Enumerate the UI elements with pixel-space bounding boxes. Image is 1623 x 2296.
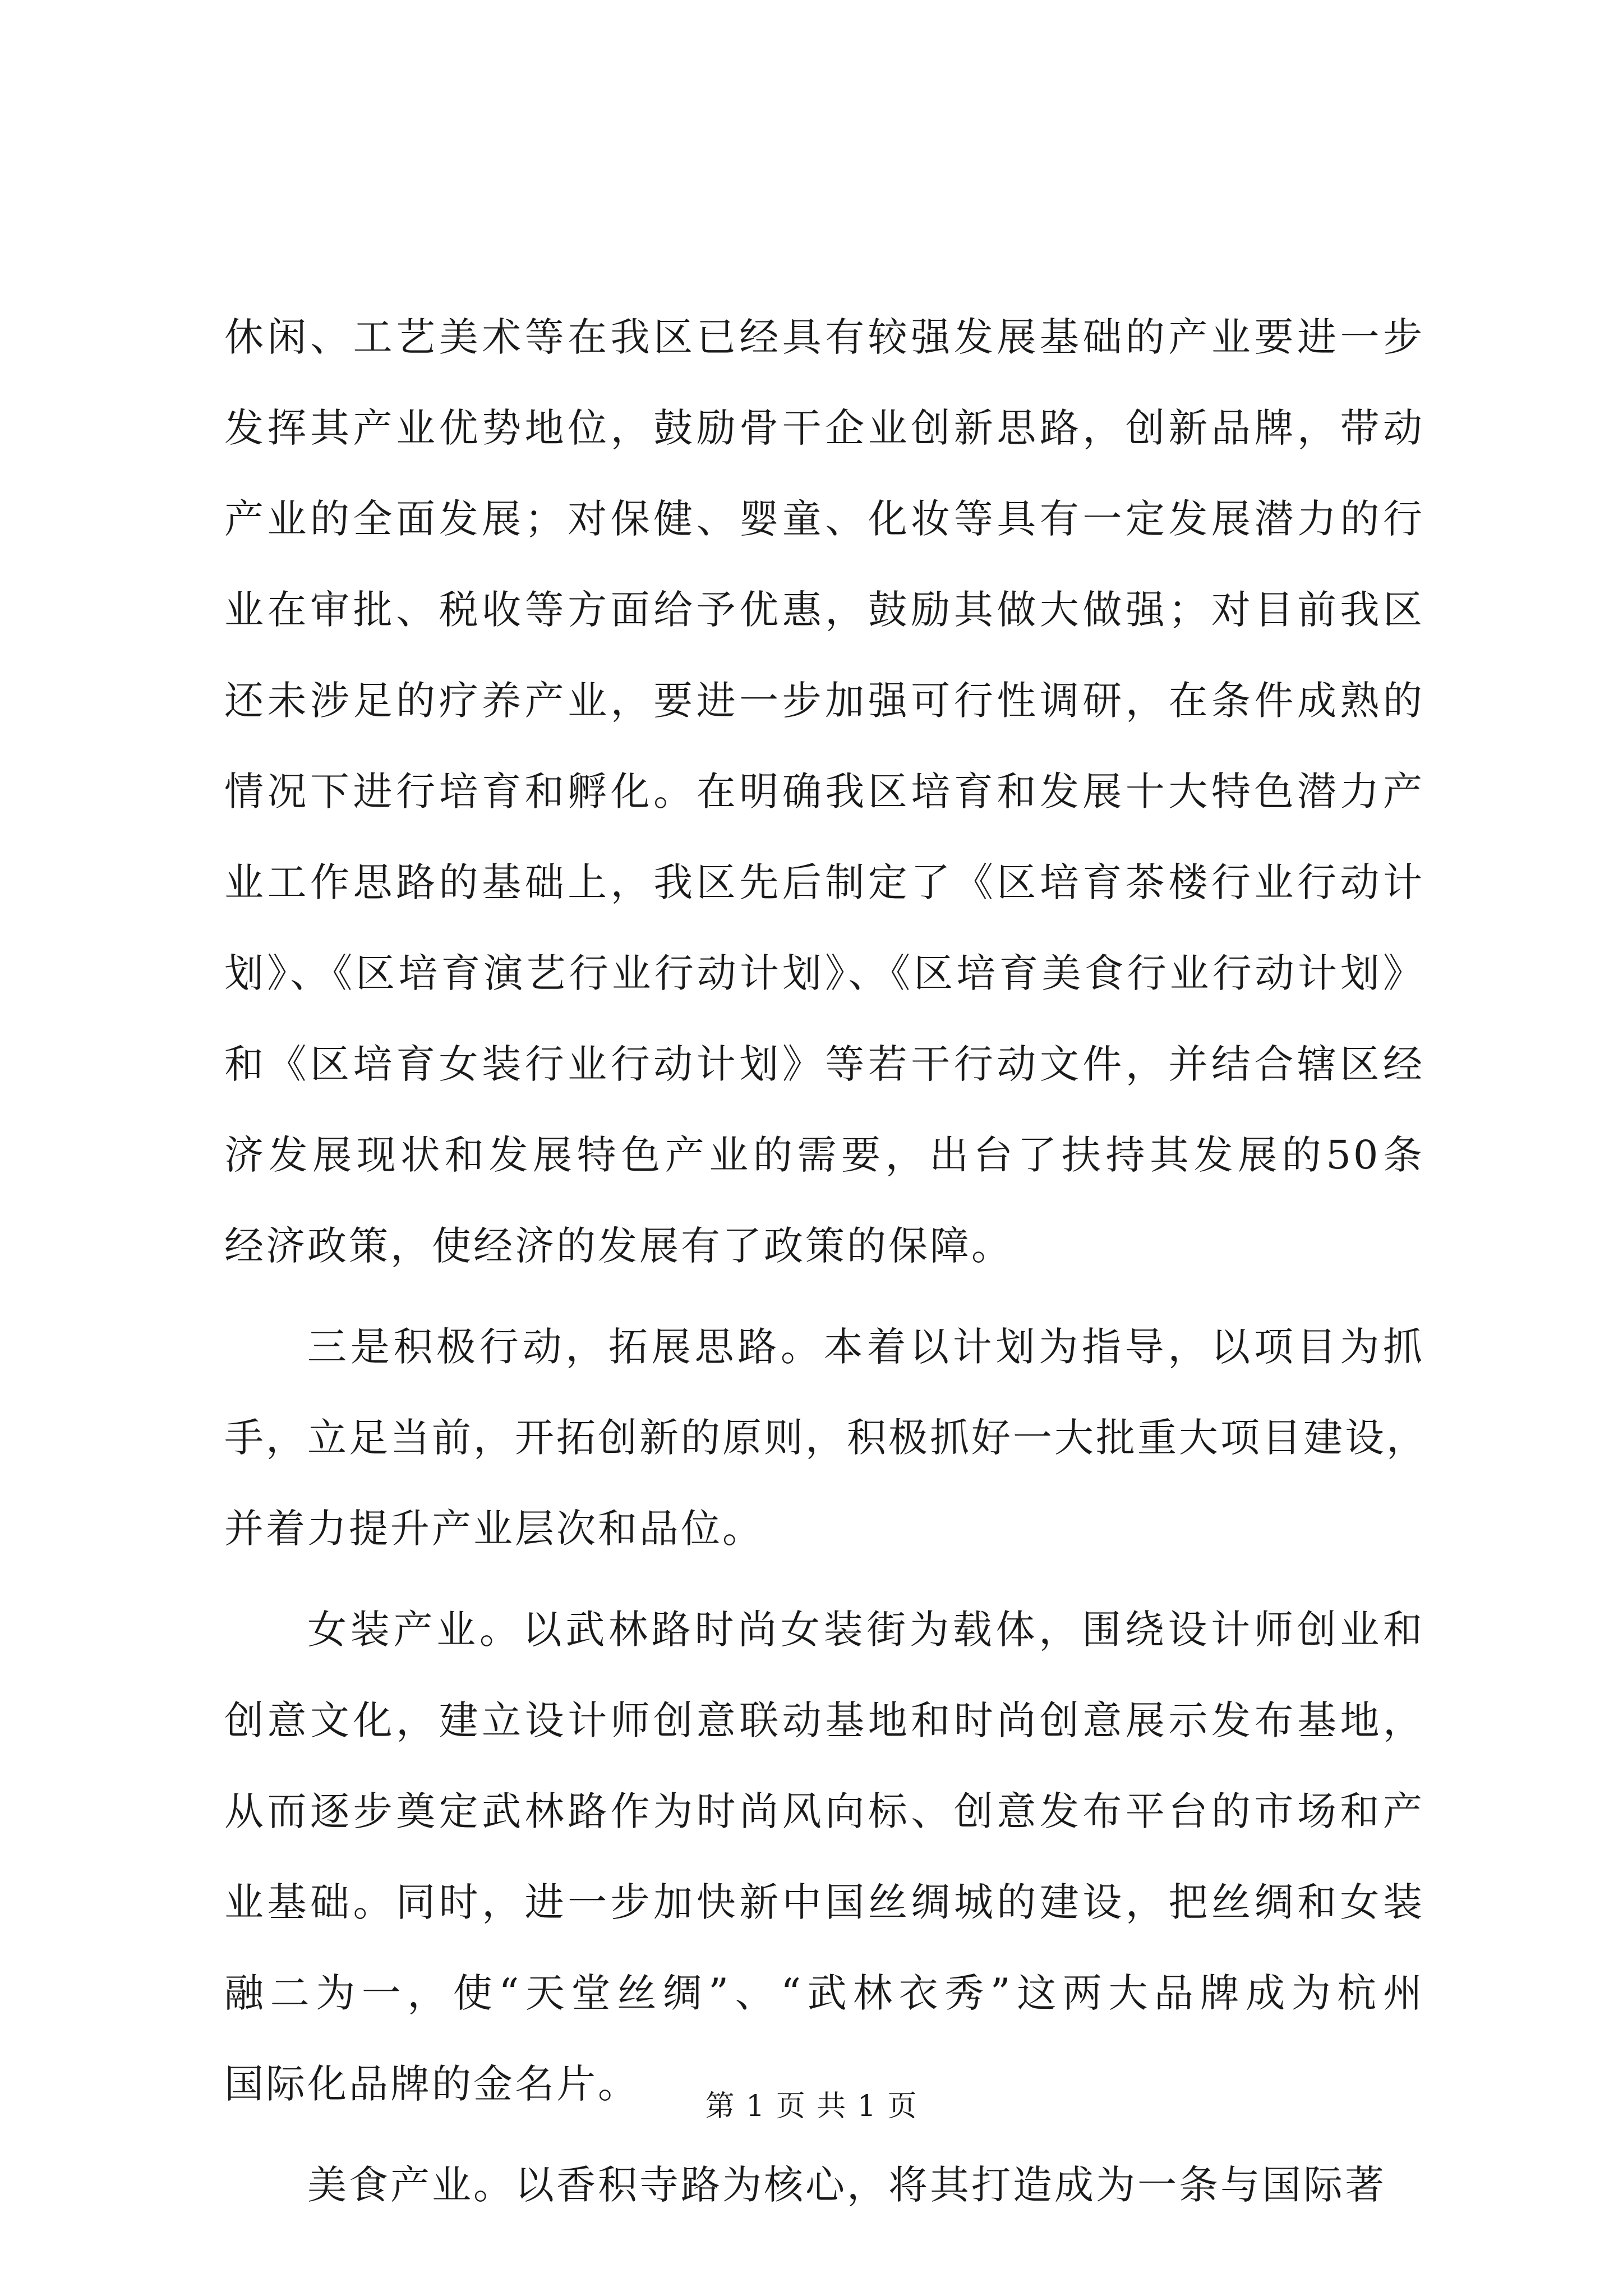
paragraph-gap: [224, 1291, 1424, 1301]
text-line: 和《区培育女装行业行动计划》等若干行动文件，并结合辖区经: [224, 1041, 1424, 1087]
paragraph: [224, 292, 1424, 1291]
page-footer: [0, 2087, 1623, 2126]
text-line: 融二为一，使“天堂丝绸”、“武林衣秀”这两大品牌成为杭州: [224, 1970, 1424, 2016]
text-line: 业工作思路的基础上，我区先后制定了《区培育茶楼行业行动计: [224, 859, 1424, 905]
text-line: 还未涉足的疗养产业，要进一步加强可行性调研，在条件成熟的: [224, 678, 1424, 724]
text-line: 三是积极行动，拓展思路。本着以计划为指导，以项目为抓: [307, 1324, 1424, 1370]
text-line: 女装产业。以武林路时尚女装街为载体，围绕设计师创业和: [307, 1607, 1424, 1653]
paragraph: [224, 1584, 1424, 2129]
text-line: 划》、《区培育演艺行业行动计划》、《区培育美食行业行动计划》: [224, 950, 1424, 996]
text-line: 业在审批、税收等方面给予优惠，鼓励其做大做强；对目前我区: [224, 587, 1424, 633]
text-line: 手，立足当前，开拓创新的原则，积极抓好一大批重大项目建设，: [224, 1415, 1428, 1461]
paragraph: [224, 1301, 1428, 1574]
page-number-label: 第 1 页 共 1 页: [705, 2090, 918, 2123]
document-body: [224, 292, 1428, 2230]
text-line: 创意文化，建立设计师创意联动基地和时尚创意展示发布基地，: [224, 1697, 1424, 1743]
text-line: 济发展现状和发展特色产业的需要，出台了扶持其发展的50条: [224, 1132, 1424, 1178]
text-line: 从而逐步奠定武林路作为时尚风向标、创意发布平台的市场和产: [224, 1788, 1424, 1834]
text-line: 经济政策，使经济的发展有了政策的保障。: [224, 1223, 1013, 1269]
paragraph-gap: [224, 1574, 1424, 1584]
text-line: 发挥其产业优势地位，鼓励骨干企业创新思路，创新品牌，带动: [224, 405, 1424, 451]
text-line: 业基础。同时，进一步加快新中国丝绸城的建设，把丝绸和女装: [224, 1879, 1424, 1925]
paragraph: [224, 2139, 1424, 2230]
paragraph-gap: [224, 2129, 1424, 2139]
text-line: 国际化品牌的金名片。: [224, 2061, 639, 2107]
text-line: 产业的全面发展；对保健、婴童、化妆等具有一定发展潜力的行: [224, 496, 1424, 542]
text-line: 并着力提升产业层次和品位。: [224, 1506, 764, 1552]
text-line: 休闲、工艺美术等在我区已经具有较强发展基础的产业要进一步: [224, 314, 1424, 360]
text-line: 情况下进行培育和孵化。在明确我区培育和发展十大特色潜力产: [224, 769, 1424, 815]
text-line: 美食产业。以香积寺路为核心，将其打造成为一条与国际著: [307, 2162, 1386, 2208]
